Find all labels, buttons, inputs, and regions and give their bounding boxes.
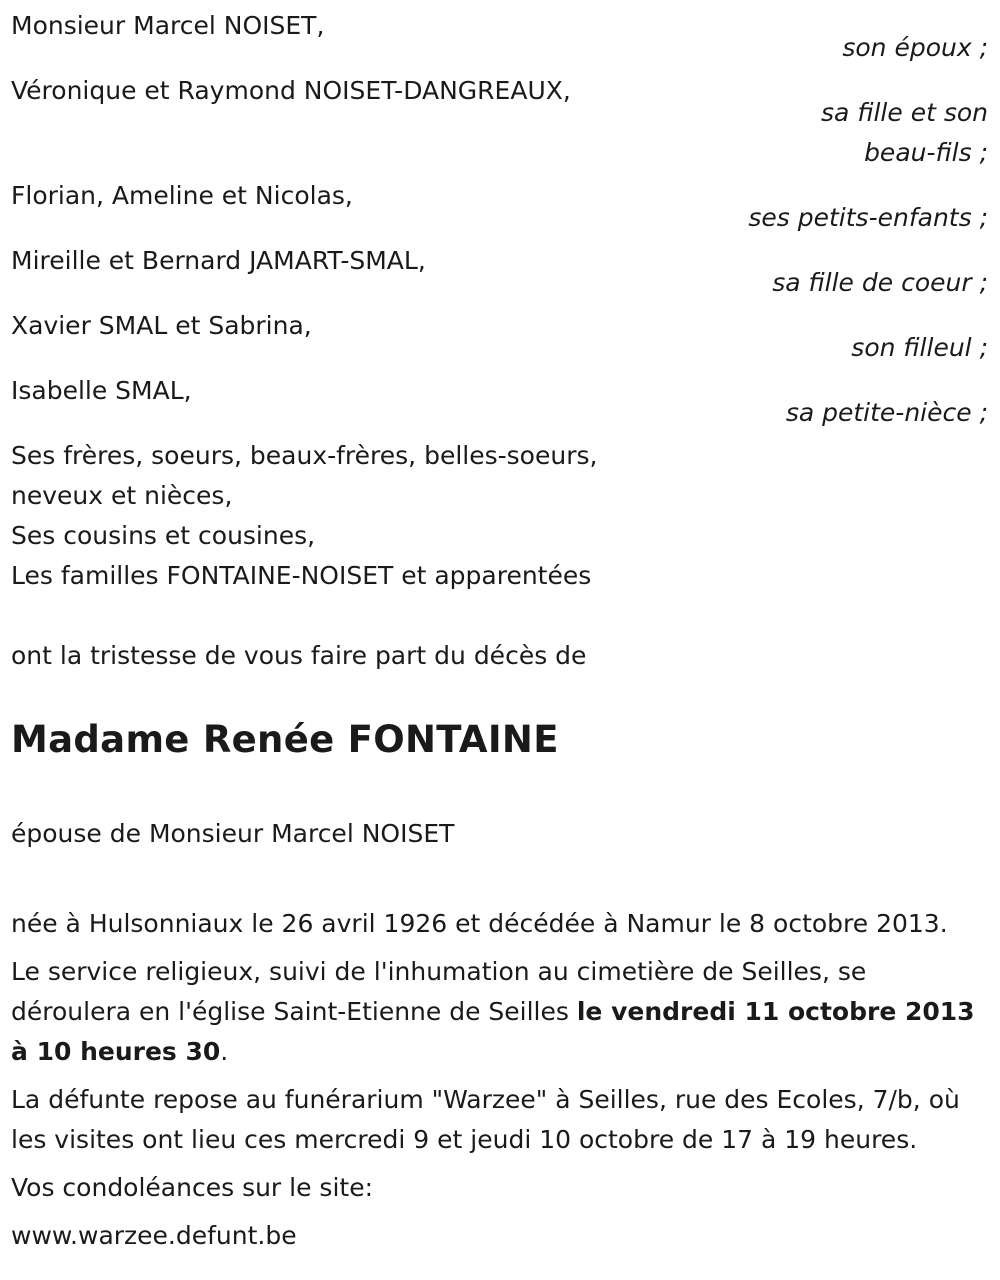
service-text-end: . bbox=[220, 1037, 229, 1066]
birth-death-line: née à Hulsonniaux le 26 avril 1926 et décédée à Namur le 8 octobre 2013. bbox=[11, 909, 948, 938]
condolences-website-link[interactable]: www.warzee.defunt.be bbox=[11, 1221, 297, 1250]
condolences-label: Vos condoléances sur le site: bbox=[11, 1173, 374, 1202]
family-member-name: Florian, Ameline et Nicolas, bbox=[11, 181, 353, 210]
service-text: Le service religieux, suivi de l'inhumation au cimetière de Seilles, se déroulera en l'église Saint-Etienne de Seilles bbox=[11, 957, 867, 1026]
family-member-relation: son époux ; bbox=[842, 33, 988, 62]
spouse-line: épouse de Monsieur Marcel NOISET bbox=[11, 819, 455, 848]
family-member-name: Véronique et Raymond NOISET-DANGREAUX, bbox=[11, 76, 571, 105]
family-member-relation: sa fille de coeur ; bbox=[772, 268, 988, 297]
family-member-name: Monsieur Marcel NOISET, bbox=[11, 11, 325, 40]
obituary-notice bbox=[11, 6, 991, 1256]
family-member-relation: son filleul ; bbox=[851, 333, 988, 362]
deceased-name: Madame Renée FONTAINE bbox=[11, 718, 559, 761]
other-relatives-line: Ses frères, soeurs, beaux-frères, belles-soeurs, bbox=[11, 441, 598, 470]
other-relatives-line: Ses cousins et cousines, bbox=[11, 521, 316, 550]
service-paragraph bbox=[11, 952, 991, 1072]
family-entry bbox=[11, 306, 991, 368]
family-entry bbox=[11, 176, 991, 238]
announcement-text: ont la tristesse de vous faire part du décès de bbox=[11, 641, 587, 670]
family-member-name: Mireille et Bernard JAMART-SMAL, bbox=[11, 246, 426, 275]
other-relatives-line: Les familles FONTAINE-NOISET et apparentées bbox=[11, 561, 592, 590]
family-member-name: Isabelle SMAL, bbox=[11, 376, 192, 405]
other-relatives-line: neveux et nièces, bbox=[11, 481, 233, 510]
family-entry bbox=[11, 6, 991, 68]
family-entry bbox=[11, 71, 991, 173]
visitation-paragraph: La défunte repose au funérarium "Warzee" à Seilles, rue des Ecoles, 7/b, où les visites ont lieu ces mercredi 9 et jeudi 10 octobre de 17 à 19 heures. bbox=[11, 1085, 960, 1154]
service-date: le vendredi 11 octobre 2013 à 10 heures 30 bbox=[11, 997, 975, 1066]
family-member-relation: sa fille et son beau-fils ; bbox=[821, 98, 988, 167]
family-member-name: Xavier SMAL et Sabrina, bbox=[11, 311, 312, 340]
other-relatives bbox=[11, 436, 991, 596]
family-entry bbox=[11, 241, 991, 303]
family-list bbox=[11, 6, 991, 433]
family-member-relation: sa petite-nièce ; bbox=[785, 398, 988, 427]
family-entry bbox=[11, 371, 991, 433]
family-member-relation: ses petits-enfants ; bbox=[748, 203, 988, 232]
